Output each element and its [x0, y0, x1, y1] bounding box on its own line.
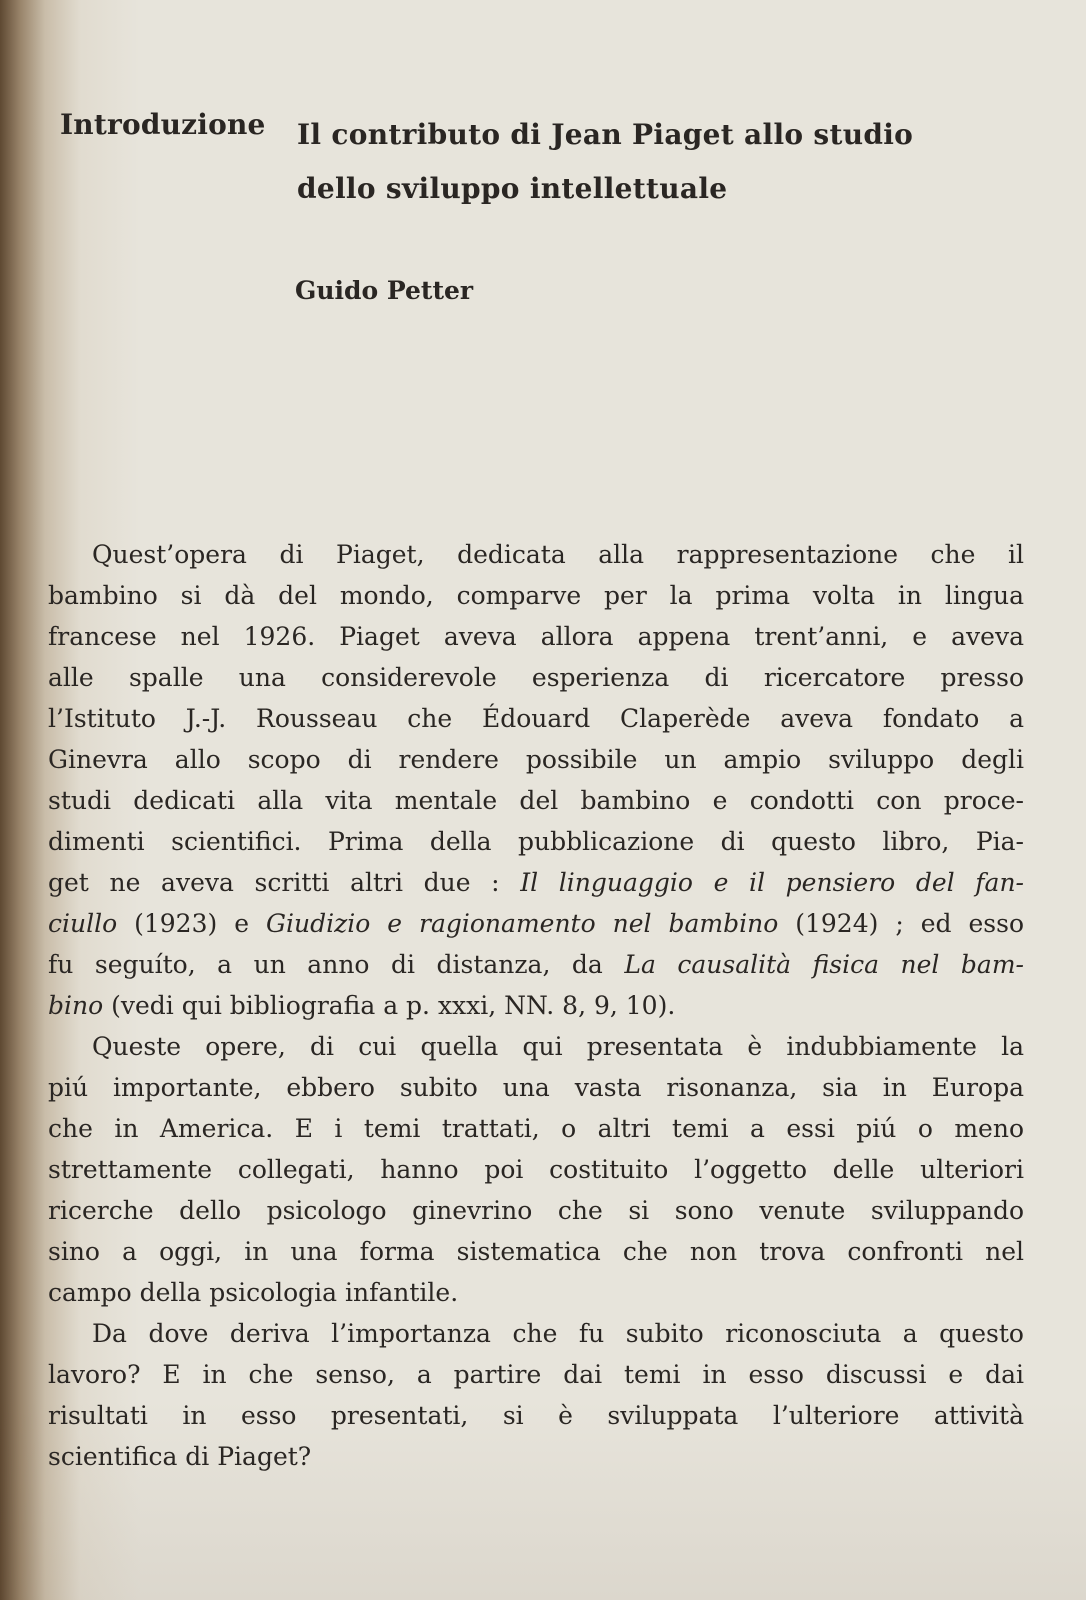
chapter-title-line: Il contributo di Jean Piaget allo studio	[297, 118, 914, 151]
text-line: strettamente collegati, hanno poi costituito l’oggetto delle ulteriori	[48, 1155, 1024, 1184]
body-text	[48, 534, 1024, 1477]
section-label: Introduzione	[60, 108, 266, 141]
text-line: ricerche dello psicologo ginevrino che si sono venute sviluppando	[48, 1196, 1024, 1225]
text-run: (1924) ; ed esso	[778, 909, 1025, 938]
chapter-title	[297, 108, 997, 216]
text-line: piú importante, ebbero subito una vasta risonanza, sia in Europa	[48, 1073, 1024, 1102]
text-line	[48, 903, 1024, 944]
text-line: dimenti scientifici. Prima della pubblicazione di questo libro, Pia-	[48, 827, 1024, 856]
text-run: (vedi qui bibliografia a p. xxxi, NN. 8, 9, 10).	[103, 991, 676, 1020]
text-line: scientifica di Piaget?	[48, 1442, 312, 1471]
text-line: sino a oggi, in una forma sistematica che non trova confronti nel	[48, 1237, 1024, 1266]
text-line: francese nel 1926. Piaget aveva allora appena trent’anni, e aveva	[48, 622, 1024, 651]
chapter-title-line: dello sviluppo intellettuale	[297, 172, 728, 205]
text-run: (1923) e	[117, 909, 266, 938]
text-line: che in America. E i temi trattati, o altri temi a essi piú o meno	[48, 1114, 1024, 1143]
text-line: Ginevra allo scopo di rendere possibile un ampio sviluppo degli	[48, 745, 1024, 774]
book-title-italic: bino	[48, 991, 104, 1020]
text-line: alle spalle una considerevole esperienza di ricercatore presso	[48, 663, 1024, 692]
text-line: Quest’opera di Piaget, dedicata alla rappresentazione che il	[92, 540, 1024, 569]
text-line	[48, 985, 1024, 1026]
text-line	[48, 944, 1024, 985]
text-line: l’Istituto J.-J. Rousseau che Édouard Claperède aveva fondato a	[48, 704, 1024, 733]
book-title-italic: Il linguaggio e il pensiero del fan-	[520, 868, 1024, 897]
book-title-italic: Giudizio e ragionamento nel bambino	[266, 909, 779, 938]
text-line: lavoro? E in che senso, a partire dai temi in esso discussi e dai	[48, 1360, 1024, 1389]
text-line: Da dove deriva l’importanza che fu subito riconosciuta a questo	[92, 1319, 1024, 1348]
text-line: Queste opere, di cui quella qui presentata è indubbiamente la	[92, 1032, 1024, 1061]
text-line: bambino si dà del mondo, comparve per la prima volta in lingua	[48, 581, 1024, 610]
text-run: get ne aveva scritti altri due :	[48, 868, 521, 897]
book-title-italic: La causalità fisica nel bam-	[624, 950, 1024, 979]
text-line: risultati in esso presentati, si è sviluppata l’ulteriore attività	[48, 1401, 1024, 1430]
text-run: fu seguíto, a un anno di distanza, da	[48, 950, 625, 979]
text-line: campo della psicologia infantile.	[48, 1278, 459, 1307]
text-line	[48, 862, 1024, 903]
text-line: studi dedicati alla vita mentale del bambino e condotti con proce-	[48, 786, 1024, 815]
author-name: Guido Petter	[295, 276, 474, 305]
book-title-italic: ciullo	[48, 909, 118, 938]
